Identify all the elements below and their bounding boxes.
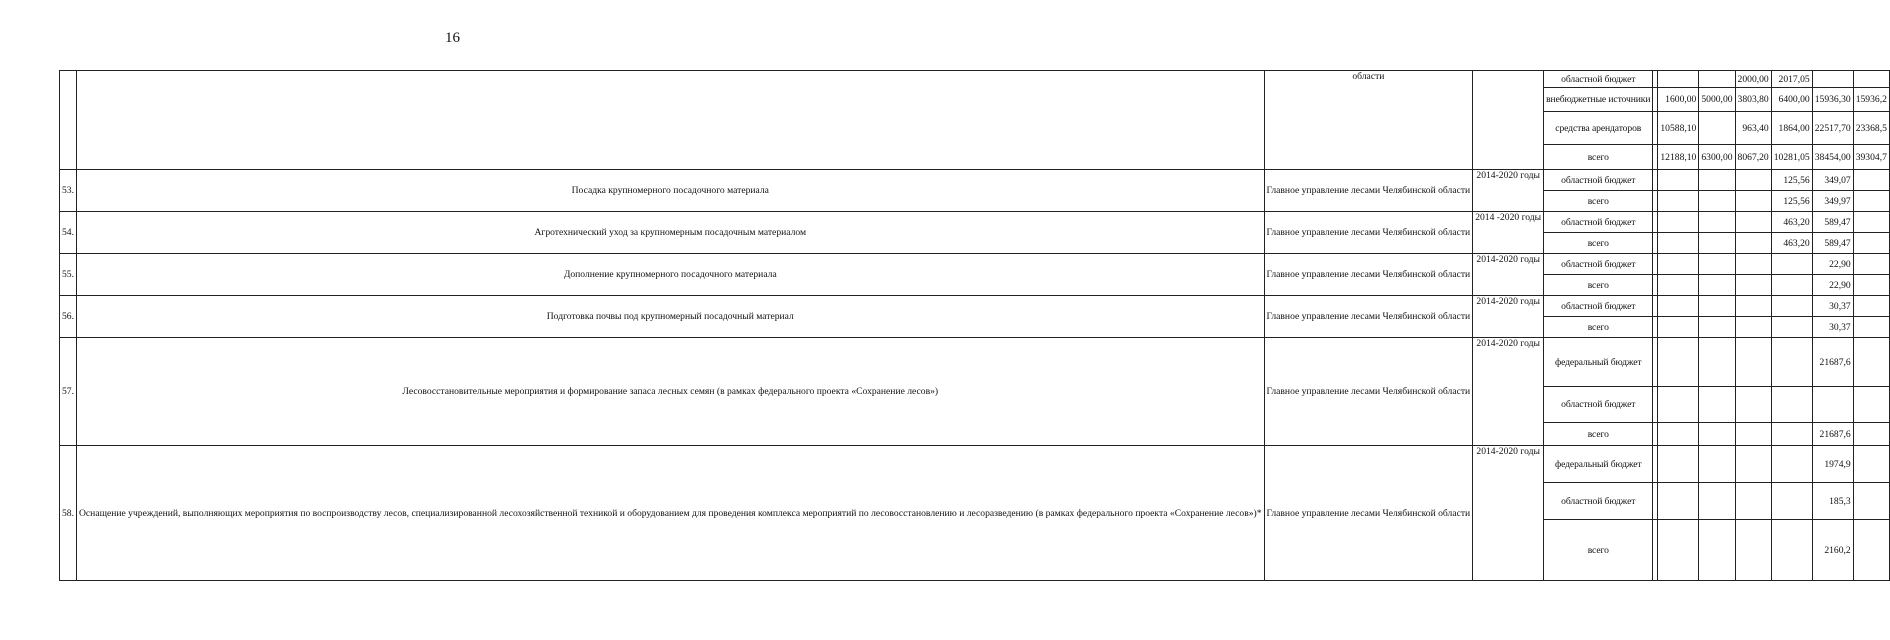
amount-cell: 125,56 — [1771, 170, 1812, 191]
amount-cell — [1735, 317, 1771, 338]
amount-cell — [1771, 338, 1812, 387]
table-row — [60, 71, 1890, 88]
funding-source: всего — [1544, 520, 1653, 581]
amount-cell — [1771, 296, 1812, 317]
amount-cell — [1699, 71, 1735, 88]
amount-cell — [1658, 233, 1699, 254]
amount-cell: 5000,00 — [1699, 88, 1735, 112]
table-row — [60, 254, 1890, 275]
amount-cell — [1658, 446, 1699, 483]
amount-cell — [1699, 423, 1735, 446]
amount-cell: 12188,10 — [1658, 145, 1699, 170]
amount-cell: 22,90 — [1812, 254, 1853, 275]
page-number: 16 — [445, 30, 460, 46]
amount-cell — [1699, 520, 1735, 581]
funding-source: федеральный бюджет — [1544, 446, 1653, 483]
funding-source: всего — [1544, 423, 1653, 446]
amount-cell — [1853, 387, 1889, 423]
amount-cell — [1699, 446, 1735, 483]
amount-cell — [1771, 483, 1812, 520]
amount-cell: 2017,05 — [1771, 71, 1812, 88]
amount-cell: 349,97 — [1812, 191, 1853, 212]
amount-cell — [1735, 520, 1771, 581]
amount-cell: 10588,10 — [1658, 112, 1699, 145]
measure-name: Агротехнический уход за крупномерным посадочным материалом — [77, 212, 1265, 254]
amount-cell — [1658, 191, 1699, 212]
row-index: 54. — [60, 212, 77, 254]
amount-cell — [1771, 254, 1812, 275]
amount-cell — [1853, 212, 1889, 233]
amount-cell: 6400,00 — [1771, 88, 1812, 112]
amount-cell: 1974,9 — [1812, 446, 1853, 483]
amount-cell: 21687,6 — [1812, 423, 1853, 446]
amount-cell: 1600,00 — [1658, 88, 1699, 112]
measure-name: Посадка крупномерного посадочного материала — [77, 170, 1265, 212]
funding-source: всего — [1544, 191, 1653, 212]
amount-cell — [1699, 254, 1735, 275]
measure-name: Подготовка почвы под крупномерный посадочный материал — [77, 296, 1265, 338]
amount-cell: 589,47 — [1812, 212, 1853, 233]
table-row — [60, 212, 1890, 233]
amount-cell — [1699, 338, 1735, 387]
responsible-executor: Главное управление лесами Челябинской области — [1264, 254, 1473, 296]
amount-cell — [1853, 233, 1889, 254]
funding-source: всего — [1544, 145, 1653, 170]
row-index — [60, 71, 77, 170]
table-row — [60, 170, 1890, 191]
funding-source: областной бюджет — [1544, 296, 1653, 317]
amount-cell — [1853, 317, 1889, 338]
amount-cell: 3803,80 — [1735, 88, 1771, 112]
funding-source: областной бюджет — [1544, 483, 1653, 520]
funding-source: областной бюджет — [1544, 254, 1653, 275]
funding-source: областной бюджет — [1544, 71, 1653, 88]
amount-cell — [1658, 483, 1699, 520]
funding-source: внебюджетные источники — [1544, 88, 1653, 112]
amount-cell: 23368,5 — [1853, 112, 1889, 145]
responsible-executor: Главное управление лесами Челябинской области — [1264, 446, 1473, 581]
amount-cell — [1853, 254, 1889, 275]
responsible-executor: Главное управление лесами Челябинской области — [1264, 338, 1473, 446]
amount-cell: 22,90 — [1812, 275, 1853, 296]
funding-source: всего — [1544, 275, 1653, 296]
amount-cell: 8067,20 — [1735, 145, 1771, 170]
amount-cell — [1658, 212, 1699, 233]
responsible-executor: Главное управление лесами Челябинской области — [1264, 296, 1473, 338]
amount-cell — [1658, 71, 1699, 88]
amount-cell — [1699, 387, 1735, 423]
amount-cell — [1735, 338, 1771, 387]
amount-cell — [1853, 71, 1889, 88]
implementation-period: 2014-2020 годы — [1473, 296, 1544, 338]
amount-cell: 21687,6 — [1812, 338, 1853, 387]
amount-cell: 30,37 — [1812, 296, 1853, 317]
amount-cell — [1853, 423, 1889, 446]
amount-cell — [1658, 254, 1699, 275]
funding-source: областной бюджет — [1544, 170, 1653, 191]
funding-source: федеральный бюджет — [1544, 338, 1653, 387]
amount-cell — [1735, 212, 1771, 233]
responsible-executor: Главное управление лесами Челябинской области — [1264, 170, 1473, 212]
implementation-period: 2014-2020 годы — [1473, 170, 1544, 212]
funding-source: средства арендаторов — [1544, 112, 1653, 145]
funding-source: областной бюджет — [1544, 387, 1653, 423]
funding-source: всего — [1544, 317, 1653, 338]
table-row — [60, 446, 1890, 483]
amount-cell — [1735, 296, 1771, 317]
amount-cell — [1735, 191, 1771, 212]
amount-cell: 963,40 — [1735, 112, 1771, 145]
amount-cell: 22517,70 — [1812, 112, 1853, 145]
amount-cell: 6300,00 — [1699, 145, 1735, 170]
measure-name — [77, 71, 1265, 170]
amount-cell — [1658, 387, 1699, 423]
amount-cell: 185,3 — [1812, 483, 1853, 520]
amount-cell: 463,20 — [1771, 212, 1812, 233]
amount-cell — [1853, 170, 1889, 191]
amount-cell — [1658, 423, 1699, 446]
amount-cell — [1699, 483, 1735, 520]
measure-name: Лесовосстановительные мероприятия и формирование запаса лесных семян (в рамках федерального проекта «Сохранение лесов») — [77, 338, 1265, 446]
amount-cell: 2000,00 — [1735, 71, 1771, 88]
amount-cell — [1853, 520, 1889, 581]
amount-cell — [1735, 387, 1771, 423]
amount-cell — [1699, 317, 1735, 338]
amount-cell — [1735, 483, 1771, 520]
amount-cell: 589,47 — [1812, 233, 1853, 254]
row-index: 58. — [60, 446, 77, 581]
amount-cell — [1735, 446, 1771, 483]
amount-cell — [1699, 212, 1735, 233]
amount-cell — [1853, 483, 1889, 520]
amount-cell — [1699, 170, 1735, 191]
table-row — [60, 338, 1890, 387]
amount-cell: 15936,2 — [1853, 88, 1889, 112]
amount-cell — [1699, 112, 1735, 145]
amount-cell — [1771, 317, 1812, 338]
amount-cell — [1699, 296, 1735, 317]
amount-cell — [1812, 71, 1853, 88]
amount-cell — [1771, 520, 1812, 581]
amount-cell: 30,37 — [1812, 317, 1853, 338]
amount-cell — [1658, 296, 1699, 317]
funding-source: всего — [1544, 233, 1653, 254]
amount-cell — [1735, 170, 1771, 191]
amount-cell — [1771, 275, 1812, 296]
measure-name: Дополнение крупномерного посадочного материала — [77, 254, 1265, 296]
implementation-period: 2014-2020 годы — [1473, 446, 1544, 581]
amount-cell: 463,20 — [1771, 233, 1812, 254]
implementation-period: 2014-2020 годы — [1473, 338, 1544, 446]
budget-table — [59, 70, 1890, 581]
amount-cell: 1864,00 — [1771, 112, 1812, 145]
amount-cell — [1658, 317, 1699, 338]
table-row — [60, 296, 1890, 317]
amount-cell — [1699, 233, 1735, 254]
measure-name: Оснащение учреждений, выполняющих мероприятия по воспроизводству лесов, специализированной лесохозяйственной техникой и оборудованием для проведения комплекса мероприятий по лесовосстановлению и лесоразведению (в рамках федерального проекта «Сохранение лесов»)* — [77, 446, 1265, 581]
amount-cell: 349,07 — [1812, 170, 1853, 191]
amount-cell — [1853, 275, 1889, 296]
row-index: 53. — [60, 170, 77, 212]
implementation-period: 2014-2020 годы — [1473, 254, 1544, 296]
row-index: 56. — [60, 296, 77, 338]
amount-cell: 38454,00 — [1812, 145, 1853, 170]
amount-cell — [1699, 191, 1735, 212]
amount-cell — [1658, 520, 1699, 581]
amount-cell — [1658, 170, 1699, 191]
amount-cell: 39304,7 — [1853, 145, 1889, 170]
amount-cell — [1771, 423, 1812, 446]
amount-cell — [1771, 446, 1812, 483]
amount-cell: 2160,2 — [1812, 520, 1853, 581]
amount-cell — [1853, 446, 1889, 483]
row-index: 57. — [60, 338, 77, 446]
responsible-executor: Главное управление лесами Челябинской области — [1264, 212, 1473, 254]
amount-cell — [1853, 191, 1889, 212]
amount-cell — [1853, 296, 1889, 317]
responsible-executor: области — [1264, 71, 1473, 170]
row-index: 55. — [60, 254, 77, 296]
implementation-period: 2014 -2020 годы — [1473, 212, 1544, 254]
funding-source: областной бюджет — [1544, 212, 1653, 233]
amount-cell: 125,56 — [1771, 191, 1812, 212]
amount-cell — [1735, 233, 1771, 254]
amount-cell — [1812, 387, 1853, 423]
amount-cell — [1658, 338, 1699, 387]
amount-cell — [1658, 275, 1699, 296]
amount-cell — [1735, 275, 1771, 296]
amount-cell: 15936,30 — [1812, 88, 1853, 112]
amount-cell: 10281,05 — [1771, 145, 1812, 170]
implementation-period — [1473, 71, 1544, 170]
amount-cell — [1853, 338, 1889, 387]
amount-cell — [1771, 387, 1812, 423]
amount-cell — [1735, 423, 1771, 446]
amount-cell — [1699, 275, 1735, 296]
amount-cell — [1735, 254, 1771, 275]
